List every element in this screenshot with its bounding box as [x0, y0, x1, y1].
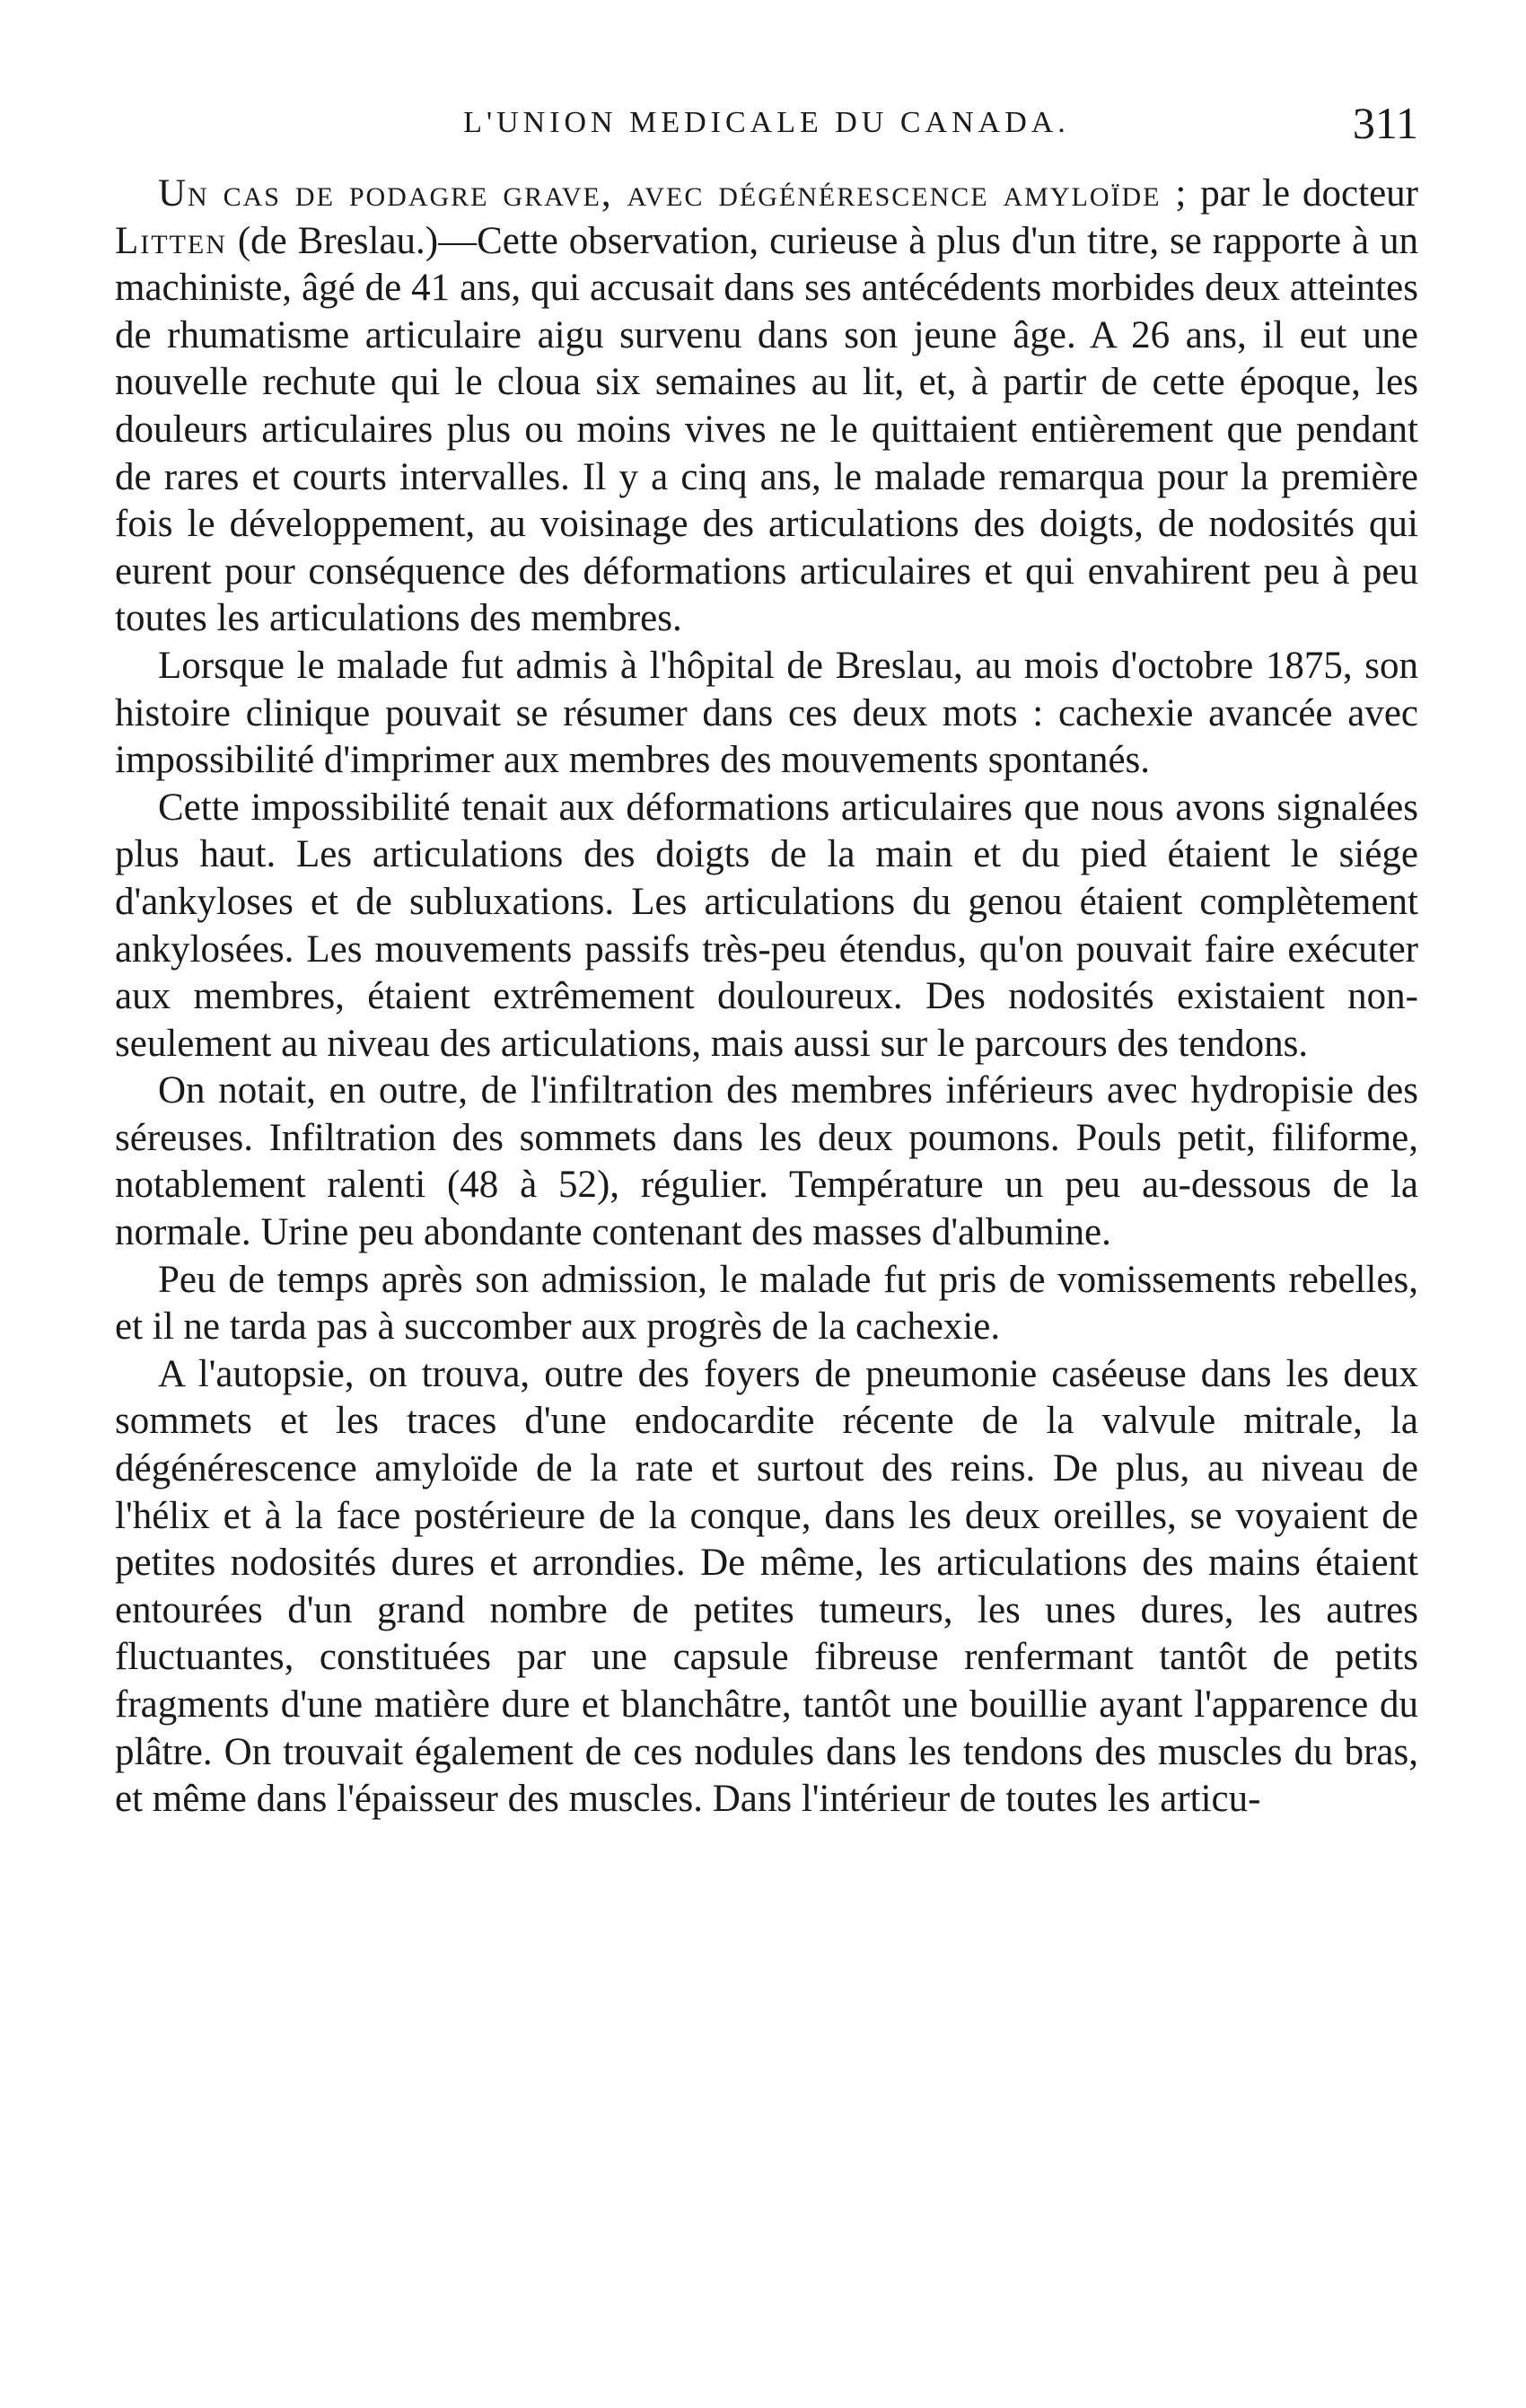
paragraph-3: Cette impossibilité tenait aux déformations articulaires que nous avons signalées plus haut. Les articulations des doigts de la main et du pied étaient le siége d'ankyloses et de subluxations. Les articulations du genou étaient complètement ankylosées. Les mouvements passifs très-peu étendus, qu'on pouvait faire exécuter aux membres, étaient extrêmement douloureux. Des nodosités existaient non-seulement au niveau des articulations, mais aussi sur le parcours des tendons. — [115, 786, 1418, 1065]
author-name: Litten — [115, 219, 227, 262]
running-head — [115, 90, 1418, 162]
paragraph-1-text: (de Breslau.)—Cette observation, curieuse à plus d'un titre, se rapporte à un machiniste, âgé de 41 ans, qui accusait dans ses antécédents morbides deux atteintes de rhumatisme articulaire aigu survenu dans son jeune âge. A 26 ans, il eut une nouvelle rechute qui le cloua six semaines au lit, et, à partir de cette époque, les douleurs articulaires plus ou moins vives ne le quittaient entièrement que pendant de rares et courts intervalles. Il y a cinq ans, le malade remarqua pour la première fois le développement, au voisinage des articulations des doigts, de nodosités qui eurent pour conséquence des déformations articulaires et qui envahirent peu à peu toutes les articulations des membres. — [115, 219, 1418, 640]
paragraph-5: Peu de temps après son admission, le malade fut pris de vomissements rebelles, et il ne tarda pas à succomber aux progrès de la cachexie. — [115, 1258, 1418, 1349]
article-title: Un cas de podagre grave, avec dégénérescence amyloïde ; — [158, 172, 1188, 215]
author-prefix: par le docteur — [1188, 172, 1418, 215]
page-number: 311 — [1352, 98, 1418, 148]
page — [115, 90, 1418, 1824]
paragraph-2: Lorsque le malade fut admis à l'hôpital de Breslau, au mois d'octobre 1875, son histoire clinique pouvait se résumer dans ces deux mots : cachexie avancée avec impossibilité d'imprimer aux membres des mouvements spontanés. — [115, 644, 1418, 782]
paragraph-4: On notait, en outre, de l'infiltration des membres inférieurs avec hydropisie des séreuses. Infiltration des sommets dans les deux poumons. Pouls petit, filiforme, notablement ralenti (48 à 52), régulier. Température un peu au-dessous de la normale. Urine peu abondante contenant des masses d'albumine. — [115, 1069, 1418, 1254]
article — [115, 171, 1418, 1824]
paragraph-6: A l'autopsie, on trouva, outre des foyers de pneumonie caséeuse dans les deux sommets et les traces d'une endocardite récente de la valvule mitrale, la dégénérescence amyloïde de la rate et surtout des reins. De plus, au niveau de l'hélix et à la face postérieure de la conque, dans les deux oreilles, se voyaient de petites nodosités dures et arrondies. De même, les articulations des mains étaient entourées d'un grand nombre de petites tumeurs, les unes dures, les autres fluctuantes, constituées par une capsule fibreuse renfermant tantôt de petits fragments d'une matière dure et blanchâtre, tantôt une bouillie ayant l'apparence du plâtre. On trouvait également de ces nodules dans les tendons des muscles du bras, et même dans l'épaisseur des muscles. Dans l'intérieur de toutes les articu- — [115, 1352, 1418, 1821]
paragraph-1 — [115, 171, 1418, 643]
running-title: L'UNION MEDICALE DU CANADA. — [463, 106, 1070, 139]
